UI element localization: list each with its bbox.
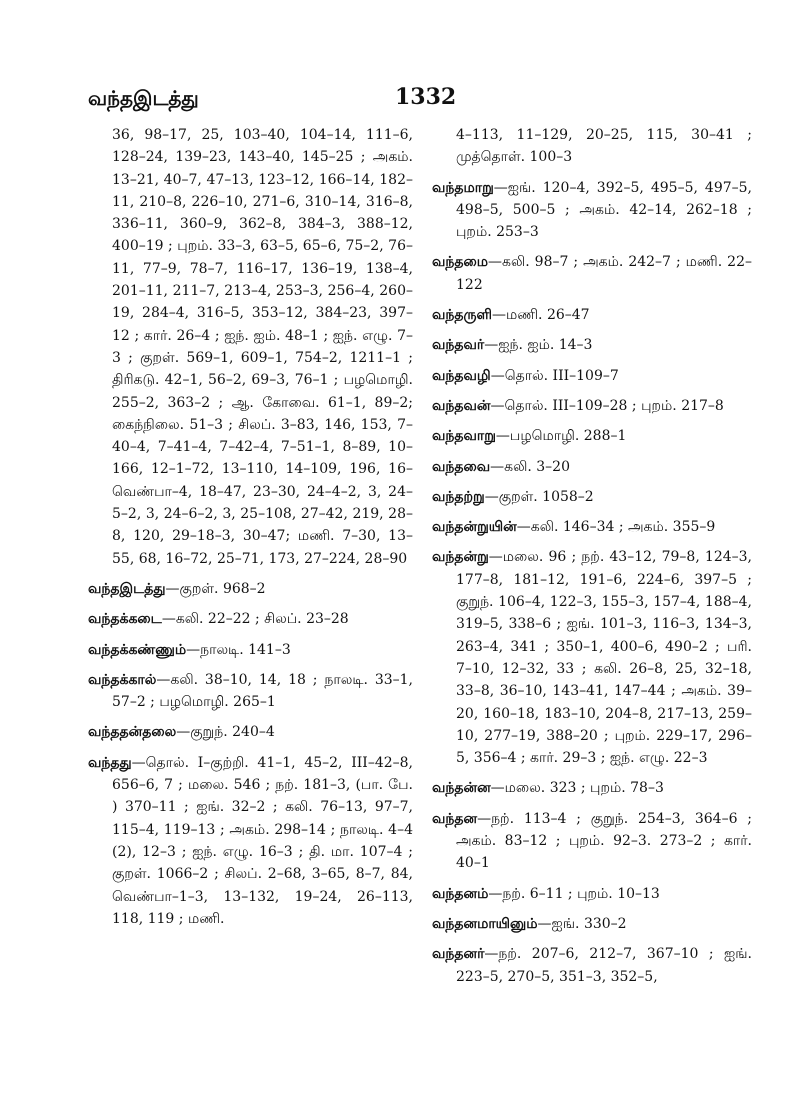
index-entry	[432, 546, 752, 769]
right-column	[432, 124, 752, 996]
index-entry	[432, 486, 752, 508]
entry-headword: வந்தவாறு	[432, 428, 496, 445]
entry-headword: வந்தனம்	[432, 885, 489, 902]
index-entry	[432, 425, 752, 447]
index-entry	[432, 334, 752, 356]
index-entry	[432, 943, 752, 988]
entry-headword: வந்தனர்	[432, 946, 485, 963]
entry-references: —கலி. 146–34 ; அகம். 355–9	[516, 519, 716, 536]
index-entry	[432, 365, 752, 387]
entry-headword: வந்தன்று	[432, 549, 489, 566]
entry-references: —தொல். III–109–7	[490, 367, 619, 384]
entry-references: —மலை. 96 ; நற். 43–12, 79–8, 124–3, 177–8, 181–12, 191–6, 224–6, 397–5 ; குறுந். 106–4, 122–3, 155–3, 157–4, 188–4, 319–5, 338–6 ; ஐங். 101–3, 116–3, 134–3, 263–4, 341 ; 350–1, 400–6, 490–2 ; பரி. 7–10, 12–32, 33 ; கலி. 26–8, 25, 32–18, 33–8, 36–10, 143–41, 147–44 ; அகம். 39–20, 160–18, 183–10, 204–8, 217–13, 259–10, 277–19, 388–20 ; புறம். 229–17, 296–5, 356–4 ; கார். 29–3 ; ஐந். எழு. 22–3	[456, 549, 752, 767]
index-entry	[432, 883, 752, 905]
entry-headword: வந்தக்கண்ணும்	[88, 641, 187, 658]
entry-headword: வந்தது	[88, 754, 132, 771]
entry-headword: வந்தஇடத்து	[88, 580, 166, 597]
index-entry	[88, 608, 413, 630]
entry-references: —நற். 113–4 ; குறுந். 254–3, 364–6 ; அகம். 83–12 ; புறம். 92–3. 273–2 ; கார். 40–1	[456, 810, 752, 872]
index-entry	[88, 721, 413, 743]
entry-headword: வந்தக்கடை	[88, 611, 162, 628]
entry-references: —ஐங். 120–4, 392–5, 495–5, 497–5, 498–5, 500–5 ; அகம். 42–14, 262–18 ; புறம். 253–3	[456, 179, 752, 241]
entry-references: 4–113, 11–129, 20–25, 115, 30–41 ; முத்தொள். 100–3	[456, 127, 752, 166]
entry-references: 36, 98–17, 25, 103–40, 104–14, 111–6, 128–24, 139–23, 143–40, 145–25 ; அகம். 13–21, 40–7, 47–13, 123–12, 166–14, 182–11, 210–8, 226–10, 271–6, 310–14, 316–8, 336–11, 360–9, 362–8, 384–3, 388–12, 400–19 ; புறம். 33–3, 63–5, 65–6, 75–2, 76–11, 77–9, 78–7, 116–17, 136–19, 138–4, 201–11, 211–7, 213–4, 253–3, 256–4, 260–19, 284–4, 316–5, 353–12, 384–23, 397–12 ; கார். 26–4 ; ஐந். ஐம். 48–1 ; ஐந். எழு. 7–3 ; குறள். 569–1, 609–1, 754–2, 1211–1 ; திரிகடு. 42–1, 56–2, 69–3, 76–1 ; பழமொழி. 255–2, 363–2 ; ஆ. கோவை. 61–1, 89–2; கைந்நிலை. 51–3 ; சிலப். 3–83, 146, 153, 7–40–4, 7–41–4, 7–42–4, 7–51–1, 8–89, 10–166, 12–1–72, 13–110, 14–109, 196, 16–வெண்பா–4, 18–47, 23–30, 24–4–2, 3, 24–5–2, 3, 24–6–2, 3, 25–108, 27–42, 219, 28–8, 120, 29–18–3, 30–47; மணி. 7–30, 13–55, 68, 16–72, 25–71, 173, 27–224, 28–90	[112, 127, 413, 567]
index-entry	[88, 752, 413, 930]
entry-references: —மணி. 26–47	[491, 307, 590, 324]
index-entry	[432, 808, 752, 875]
entry-headword: வந்தருளி	[432, 307, 492, 324]
entry-references: —நாலடி. 141–3	[186, 641, 291, 658]
entry-references: —குறுந். 240–4	[176, 724, 275, 741]
entry-references: —மலை. 323 ; புறம். 78–3	[490, 780, 664, 797]
entry-references: —குறள். 1058–2	[484, 488, 594, 505]
index-entry-continuation	[432, 124, 752, 169]
entry-references: —கலி. 22–22 ; சிலப். 23–28	[161, 611, 349, 628]
entry-references: —ஐந். ஐம். 14–3	[484, 337, 593, 354]
entry-headword: வந்தவர்	[432, 337, 485, 354]
entry-headword: வந்தனமாயினும்	[432, 915, 538, 932]
entry-headword: வந்தமை	[432, 254, 489, 271]
entry-headword: வந்தன	[432, 810, 478, 827]
page-number: 1332	[395, 84, 457, 110]
index-entry	[432, 304, 752, 326]
entry-references: —கலி. 3–20	[490, 458, 570, 475]
left-column	[88, 124, 413, 938]
index-entry-continuation	[88, 124, 413, 570]
running-head: வந்தஇடத்து	[88, 86, 199, 110]
entry-headword: வந்ததன்தலை	[88, 724, 177, 741]
entry-references: —கலி. 38–10, 14, 18 ; நாலடி. 33–1, 57–2 ; பழமொழி. 265–1	[112, 671, 413, 711]
index-entry	[432, 177, 752, 244]
index-entry	[432, 456, 752, 478]
entry-headword: வந்தவை	[432, 458, 491, 475]
entry-references: —தொல். III–109–28 ; புறம். 217–8	[490, 397, 724, 414]
entry-headword: வந்தவழி	[432, 367, 491, 384]
index-entry	[432, 251, 752, 296]
entry-headword: வந்தக்கால்	[88, 671, 157, 688]
entry-references: —பழமொழி. 288–1	[495, 428, 627, 445]
entry-references: —தொல். I–குற்றி. 41–1, 45–2, III–42–8, 656–6, 7 ; மலை. 546 ; நற். 181–3, (பா. பே. ) 370–11 ; ஐங். 32–2 ; கலி. 76–13, 97–7, 115–4, 119–13 ; அகம். 298–14 ; நாலடி. 4–4 (2), 12–3 ; ஐந். எழு. 16–3 ; தி. மா. 107–4 ; குறள். 1066–2 ; சிலப். 2–68, 3–65, 8–7, 84, வெண்பா–1–3, 13–132, 19–24, 26–113, 118, 119 ; மணி.	[112, 754, 413, 927]
entry-references: —கலி. 98–7 ; அகம். 242–7 ; மணி. 22–122	[456, 254, 752, 293]
entry-references: —ஐங். 330–2	[537, 915, 627, 932]
index-entry	[432, 516, 752, 538]
index-entry	[88, 669, 413, 714]
entry-references: —நற். 6–11 ; புறம். 10–13	[488, 885, 660, 902]
index-entry	[88, 639, 413, 661]
entry-references: —குறள். 968–2	[165, 580, 266, 597]
index-entry	[88, 578, 413, 600]
entry-headword: வந்தமாறு	[432, 179, 494, 196]
entry-headword: வந்தன்ன	[432, 780, 491, 797]
entry-references: —நற். 207–6, 212–7, 367–10 ; ஐங். 223–5, 270–5, 351–3, 352–5,	[456, 946, 752, 985]
entry-headword: வந்தற்று	[432, 488, 485, 505]
index-entry	[432, 777, 752, 799]
entry-headword: வந்தன்றுயின்	[432, 519, 517, 536]
index-entry	[432, 395, 752, 417]
entry-headword: வந்தவன்	[432, 397, 491, 414]
index-entry	[432, 913, 752, 935]
